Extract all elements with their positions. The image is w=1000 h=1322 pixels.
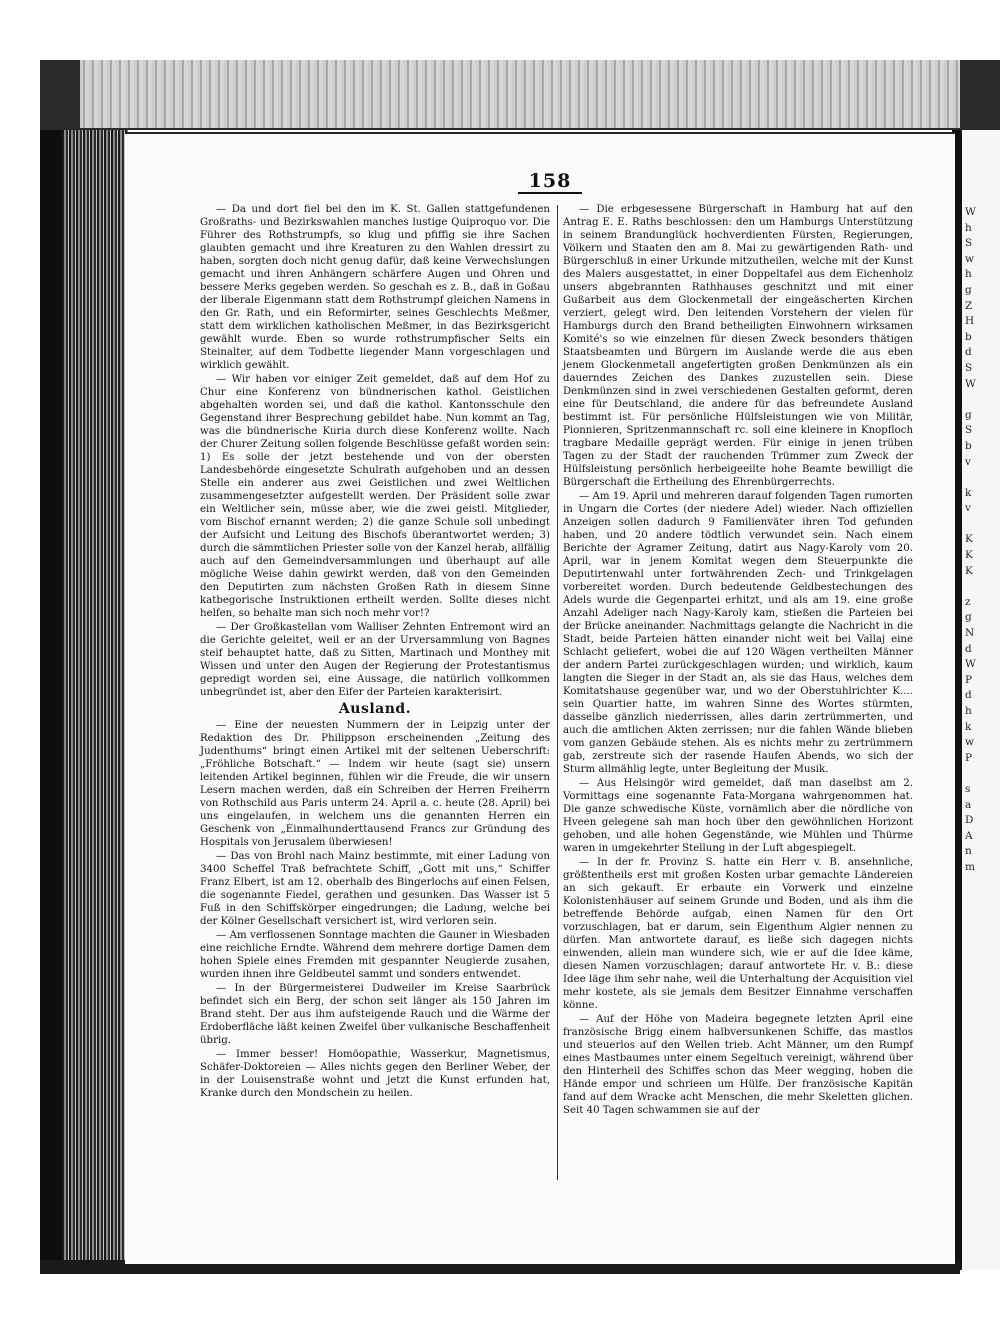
adjacent-page-fragment: N — [965, 627, 975, 640]
adjacent-page-fragment — [965, 392, 1000, 408]
adjacent-page-fragment: D — [965, 814, 974, 827]
page-edges-stack — [62, 130, 128, 1260]
adjacent-page-fragment: g — [965, 283, 972, 296]
adjacent-page-fragment: S — [965, 237, 973, 250]
adjacent-page-fragment: P — [965, 751, 973, 764]
adjacent-page-fragment: S — [965, 361, 973, 374]
adjacent-page-fragment: W — [965, 377, 976, 390]
adjacent-page-fragment: Z — [965, 299, 973, 312]
adjacent-page-fragment: P — [965, 673, 973, 686]
adjacent-page-fragment: W — [965, 658, 976, 671]
article-paragraph: — Der Großkastellan vom Walliser Zehnten Entremont wird an die Gerichte geleitet, weil er an der Urversammlung von Bagnes steif behauptet hatte, daß zu Sitten, Martinach und Monthey mit Wissen und unter den Augen der Regierung der Protestantismus gepredigt worden sei, eine Aussage, die natürlich vollkommen unbegründet ist, aber den Eifer der Parteien karakterisirt. — [200, 622, 550, 698]
adjacent-page-fragment: m — [965, 860, 975, 873]
adjacent-page-fragment: k — [965, 486, 972, 499]
page-number: 158 — [528, 170, 572, 192]
scan-top-paper-strip — [80, 60, 960, 128]
article-paragraph: — In der fr. Provinz S. hatte ein Herr v. B. ansehnliche, größtentheils erst mit großen Kosten urbar gemachte Ländereien an sich gekauft. Er erbaute ein Vorwerk und einzelne Kolonistenhäuser auf seinem Grunde und Boden, und als ihm die betreffende Behörde aufgab, einen Namen für den Ort vorzuschlagen, bat er darum, sein Eigenthum Algier nennen zu dürfen. Man antwortete darauf, es ließe sich dagegen nichts einwenden, allein man wundere sich, wie er auf die Idee käme, diesen Namen vorzuschlagen; darauf antwortete Hr. v. B.: diese Idee läge ihm sehr nahe, weil die Unterhaltung der Acquisition viel mehr kostete, als sie jemals dem Besitzer Einnahme verschaffen könne. — [563, 857, 913, 1011]
page-number-rule — [518, 192, 582, 194]
left-column — [200, 203, 550, 1101]
adjacent-page-fragment: K — [965, 533, 973, 546]
adjacent-page-fragment: W — [965, 206, 976, 218]
adjacent-page-fragment: h — [965, 221, 972, 234]
adjacent-page-fragment: d — [965, 642, 972, 655]
adjacent-page-fragment: b — [965, 330, 972, 343]
adjacent-page-fragment: d — [965, 689, 972, 702]
article-paragraph: — In der Bürgermeisterei Dudweiler im Kreise Saarbrück befindet sich ein Berg, der schon seit länger als 150 Jahren im Brand steht. Der aus ihm aufsteigende Rauch und die Wärme der Erdoberfläche läßt keinen Zweifel über vulkanische Beschaffenheit übrig. — [200, 983, 550, 1046]
adjacent-page-fragment: S — [965, 424, 973, 437]
adjacent-page-fragment: b — [965, 439, 972, 452]
adjacent-page-fragment: g — [965, 611, 972, 624]
adjacent-page-fragment: h — [965, 268, 972, 281]
adjacent-page-fragment: K — [965, 564, 973, 577]
adjacent-page-fragment: h — [965, 705, 972, 717]
article-paragraph: — Die erbgesessene Bürgerschaft in Hamburg hat auf den Antrag E. E. Raths beschlossen: den um Hamburgs Unterstützung in seinem Brandunglück hochverdienten Fürsten, Regierungen, Völkern und Staaten den am 8. Mai zu gewärtigenden Rath- und Bürgerschluß in einer Urkunde mitzutheilen, welche mit der Kunst des Malers ausgestattet, in einer Doppeltafel aus dem Eichenholz unsers abgebrannten Rathhauses geschnitzt und mit einer Gußarbeit aus dem Glockenmetall der eingeäscherten Kirchen verziert, gelegt wird. Den leitenden Vorstehern der vielen für Hamburgs durch den Brand betheiligten Einwohnern wirksamen Komité's so wie einzelnen für diesen Zweck besonders thätigen Staatsbeamten und Bürgern im Auslande werde die aus eben jenem Glockenmetall angefertigten großen Denkmünzen als ein dauerndes Zeichen des Dankes zuzustellen sein. Diese Denkmünzen sind in zwei verschiedenen Gestalten geformt, deren eine für Deutschland, die andere für das befreundete Ausland bestimmt ist. Für persönliche Hülfsleistungen wie von Militär, Pionnieren, Spritzenmannschaft rc. soll eine kleinere in Knopfloch tragbare Medaille geprägt werden. Für einige in jenen trüben Tagen zu der Stadt der rauchenden Trümmer zum Zweck der Hülfsleistung persönlich herbeigeeilte hohe Beamte bewilligt die Bürgerschaft die Ertheilung des Ehrenbürgerrechts. — [563, 204, 913, 488]
adjacent-page-fragment: K — [965, 549, 973, 562]
article-paragraph: — Das von Brohl nach Mainz bestimmte, mit einer Ladung von 3400 Scheffel Traß befrachtete Schiff, „Gott mit uns,“ Schiffer Franz Elbert, ist am 12. oberhalb des Bingerlochs auf einen Felsen, die sogenannte Fiedel, gerathen und gesunken. Das Wasser ist 5 Fuß in den Schiffskörper eingedrungen; die Ladung, welche bei der Kölner Gesellschaft versichert ist, wird verloren sein. — [200, 851, 550, 927]
adjacent-page-fragment — [965, 766, 1000, 782]
adjacent-page-fragment: H — [965, 315, 975, 328]
article-paragraph: — Am verflossenen Sonntage machten die Gauner in Wiesbaden eine reichliche Erndte. Während dem mehrere dortige Damen dem hohen Spiele eines Fremden mit gespannter Neugierde zusahen, wurden ihnen ihre Geldbeutel sammt und sonders entwendet. — [200, 930, 550, 980]
article-paragraph: — Eine der neuesten Nummern der in Leipzig unter der Redaktion des Dr. Philippson erscheinenden „Zeitung des Judenthums“ bringt einen Artikel mit der seltenen Ueberschrift: „Fröhliche Botschaft.“ — Indem wir heute (sagt sie) unsern leitenden Artikel beginnen, fühlen wir die Freude, die wir unsern Lesern machen werden, daß ein Schreiben der Herren Freiherrn von Rothschild aus Paris unterm 24. April a. c. heute (28. April) bei uns eingelaufen, in welchem uns die genannten Herren ein Geschenk von „Einmalhunderttausend Francs zur Gründung des Hospitals von Jerusalem überwiesen! — [200, 720, 550, 848]
article-paragraph: — Am 19. April und mehreren darauf folgenden Tagen rumorten in Ungarn die Cortes (der niedere Adel) wieder. Nach offiziellen Anzeigen sollen dadurch 9 Familienväter ihren Tod gefunden haben, und 20 andere tödtlich verwundet sein. Nach einem Berichte der Agramer Zeitung, datirt aus Nagy-Karoly vom 20. April, war in jenem Komitat wegen dem Steuerpunkte die Deputirtenwahl unter fortwährenden Zech- und Trinkgelagen vorbereitet worden. Durch bedeutende Geldbestechungen des Adels wurde die Gegenpartei erhitzt, und als am 19. eine große Anzahl Adeliger nach Nagy-Karoly kam, stießen die Parteien bei der Brücke aneinander. Nachmittags gelangte die Nachricht in die Stadt, beide Parteien hätten einander nicht weit bei Vallaj eine Schlacht geliefert, wobei die auf 120 Wägen vertheilten Männer der andern Partei zurückgeschlagen wurden; und wirklich, kaum langten die Sieger in der Stadt an, als sie das Haus, welches dem Komitatshause gegenüber war, und wo der Oberstuhlrichter K.... sein Quartier hatte, im wahren Sinne des Wortes stürmten, dasselbe gänzlich niederrissen, alles darin zertrümmerten, und auch die amtlichen Akten zerrissen; nur die fahlen Wände blieben vom ganzen Gebäude stehen. Als es nichts mehr zu zertrümmern gab, zerstreute sich der rasende Haufen Abends, wo sich der Sturm allmählig legte, unter Begleitung der Musik. — [563, 491, 913, 775]
adjacent-page-fragment — [965, 470, 1000, 486]
adjacent-page-fragment: s — [965, 782, 971, 795]
adjacent-page-fragment: w — [965, 736, 974, 749]
adjacent-page-fragment: a — [965, 798, 972, 811]
article-paragraph: — Auf der Höhe von Madeira begegnete letzten April eine französische Brigg einem halbversunkenen Schiffe, das mastlos und steuerlos auf den Wellen trieb. Acht Männer, um den Rumpf eines Mastbaumes unter einem Segeltuch vereinigt, während über den Hinterheil des Schiffes schon das Meer wegging, hoben die Hände empor und schrieen um Hülfe. Der französische Kapitän fand auf dem Wracke acht Menschen, die mehr Skeletten glichen. Seit 40 Tagen schwammen sie auf der — [563, 1014, 913, 1116]
adjacent-page-fragment: k — [965, 720, 972, 733]
adjacent-page-fragment: n — [965, 845, 972, 858]
adjacent-page-fragment: z — [965, 595, 971, 608]
section-heading: Ausland. — [338, 701, 412, 717]
adjacent-page-fragment: g — [965, 408, 972, 421]
adjacent-page-fragment: d — [965, 346, 972, 359]
article-paragraph: — Immer besser! Homöopathie, Wasserkur, Magnetismus, Schäfer-Doktoreien — Alles nichts gegen den Berliner Weber, der in der Louisenstraße wohnt und jetzt die Kunst erfunden hat, Kranke durch den Mondschein zu heilen. — [200, 1049, 550, 1099]
adjacent-page-fragment: v — [965, 502, 971, 515]
right-column — [563, 203, 913, 1118]
adjacent-page-fragment: w — [965, 252, 974, 265]
article-paragraph: — Da und dort fiel bei den im K. St. Gallen stattgefundenen Großraths- und Bezirkswahlen manches lustige Quiproquo vor. Die Führer des Rothstrumpfs, so klug und pfiffig sie ihre Sachen glaubten gemacht und ihre Kreaturen zu den Wahlen dressirt zu haben, sorgten doch nicht genug dafür, daß keine Verwechslungen gemacht und ihren Anhängern schärfere Augen und Ohren und bessere Merks gegeben werden. So geschah es z. B., daß in Goßau der liberale Eigenmann statt dem Rothstrumpf gleichen Namens in den Gr. Rath, und ein Reformirter, seines Geschlechts Meßmer, statt dem wirklichen katholischen Meßmer, in das Bezirksgericht gewählt wurde. Eben so wurde rothstrumpfischer Seits ein Steinalter, auf dem Todbette liegender Mann vorgeschlagen und wirklich gewählt. — [200, 204, 550, 371]
adjacent-page-fragment: v — [965, 455, 971, 468]
article-paragraph: — Wir haben vor einiger Zeit gemeldet, daß auf dem Hof zu Chur eine Konferenz von bündnerischen kathol. Geistlichen abgehalten worden sei, und daß die kathol. Kantonsschule den Gegenstand ihrer Besprechung gebildet habe. Nun kommt an Tag, was die bündnerische Kuria durch diese Konferenz wollte. Nach der Churer Zeitung sollen folgende Beschlüsse gefaßt worden sein: 1) Es solle der jetzt bestehende und von der obersten Landesbehörde eingesetzte Schulrath aufgehoben und an dessen Stelle ein anderer aus zwei Geistlichen und zwei Weltlichen zusammengesetzter aufgestellt werden. Der Präsident solle zwar ein Weltlicher sein, müsse aber, wie die zwei geistl. Mitglieder, vom Bischof ernannt werden; 2) die ganze Schule soll unbedingt der Aufsicht und Leitung des Bischofs überantwortet werden; 3) durch die sämmtlichen Priester solle von der Kanzel herab, allfällig auch auf den Gemeindversammlungen und überhaupt auf alle mögliche Weise dahin gewirkt werden, daß von den Gemeinden den Deputirten zum nächsten Großen Rath in diesem Sinne katbegorische Instruktionen ertheilt werden. Sollte dieses nicht helfen, so behalte man sich noch mehr vor!? — [200, 374, 550, 619]
adjacent-page-text-fragments — [965, 205, 1000, 876]
column-divider — [557, 205, 558, 1180]
adjacent-page-fragment — [965, 579, 1000, 595]
adjacent-page-fragment — [965, 517, 1000, 533]
adjacent-page-fragment: A — [965, 829, 973, 842]
article-paragraph: — Aus Helsingör wird gemeldet, daß man daselbst am 2. Vormittags eine sogenannte Fata-Morgana wahrgenommen hat. Die ganze schwedische Küste, vornämlich aber die nördliche von Hveen gelegene sah man hoch über den gewöhnlichen Horizont gehoben, und alle hohen Gegenstände, wie Mühlen und Thürme waren in umgekehrter Stellung in der Luft abgespiegelt. — [563, 778, 913, 854]
